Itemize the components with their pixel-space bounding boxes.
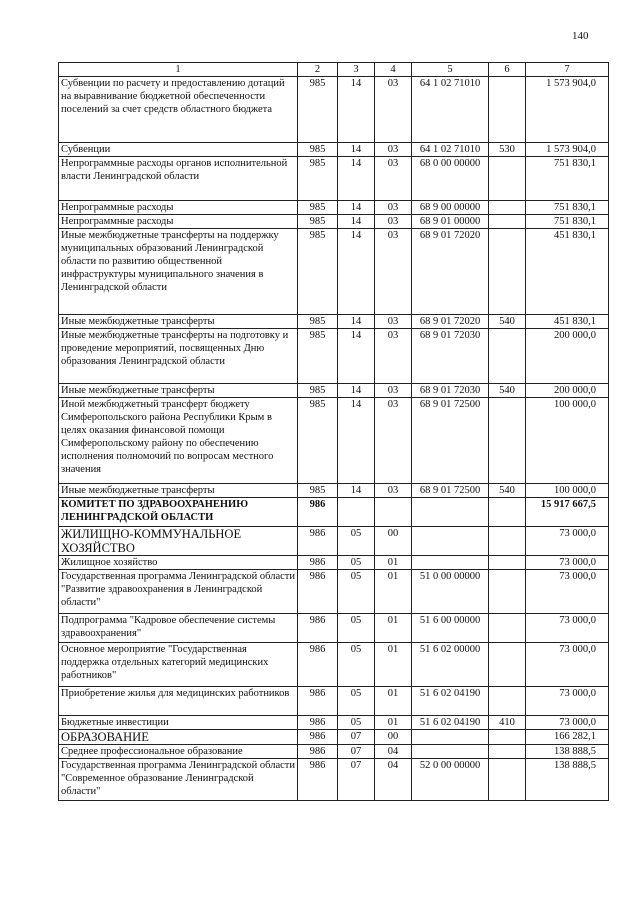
amount-cell: 138 888,5 [526, 745, 609, 759]
target-article-cell: 64 1 02 71010 [412, 143, 489, 157]
section-cell: 14 [338, 484, 375, 498]
ministry-code-cell: 985 [298, 329, 338, 384]
target-article-cell: 68 9 01 72500 [412, 484, 489, 498]
section-cell: 14 [338, 384, 375, 398]
target-article-cell [412, 498, 489, 527]
target-article-cell: 68 9 01 72020 [412, 315, 489, 329]
ministry-code-cell: 986 [298, 759, 338, 801]
amount-cell: 15 917 667,5 [526, 498, 609, 527]
target-article-cell: 68 0 00 00000 [412, 157, 489, 201]
amount-cell: 1 573 904,0 [526, 77, 609, 143]
ministry-code-cell: 986 [298, 498, 338, 527]
expense-type-cell [489, 643, 526, 687]
section-cell: 14 [338, 77, 375, 143]
column-header: 1 [59, 63, 298, 77]
amount-cell: 73 000,0 [526, 570, 609, 614]
table-row [59, 570, 609, 614]
row-name-cell: Иной межбюджетный трансферт бюджету Симферопольского района Республики Крым в целях оказания финансовой помощи Симферопольскому району по обеспечению исполнения полномочий по вопросам местного значения [59, 398, 298, 484]
target-article-cell [412, 730, 489, 745]
target-article-cell: 68 9 01 00000 [412, 215, 489, 229]
section-cell: 07 [338, 745, 375, 759]
target-article-cell: 51 6 02 04190 [412, 687, 489, 716]
amount-cell: 451 830,1 [526, 315, 609, 329]
subsection-cell: 03 [375, 157, 412, 201]
subsection-cell: 00 [375, 730, 412, 745]
target-article-cell: 68 9 01 72030 [412, 329, 489, 384]
table-row [59, 745, 609, 759]
target-article-cell: 68 9 01 72020 [412, 229, 489, 315]
column-header: 2 [298, 63, 338, 77]
table-row [59, 498, 609, 527]
amount-cell: 751 830,1 [526, 201, 609, 215]
header-row [59, 63, 609, 77]
subsection-cell: 03 [375, 484, 412, 498]
subsection-cell: 03 [375, 201, 412, 215]
row-name-cell: ЖИЛИЩНО-КОММУНАЛЬНОЕ ХОЗЯЙСТВО [59, 527, 298, 556]
target-article-cell: 64 1 02 71010 [412, 77, 489, 143]
expense-type-cell: 540 [489, 384, 526, 398]
ministry-code-cell: 986 [298, 687, 338, 716]
ministry-code-cell: 985 [298, 398, 338, 484]
table-row [59, 643, 609, 687]
expense-type-cell [489, 329, 526, 384]
table-row [59, 484, 609, 498]
row-name-cell: Иные межбюджетные трансферты на подготовку и проведение мероприятий, посвященных Дню образования Ленинградской области [59, 329, 298, 384]
table-row [59, 614, 609, 643]
table-row [59, 157, 609, 201]
expense-type-cell [489, 215, 526, 229]
row-name-cell: Подпрограмма "Кадровое обеспечение системы здравоохранения" [59, 614, 298, 643]
expense-type-cell [489, 556, 526, 570]
section-cell: 14 [338, 201, 375, 215]
table-row [59, 201, 609, 215]
amount-cell: 73 000,0 [526, 556, 609, 570]
section-cell: 07 [338, 759, 375, 801]
expense-type-cell [489, 398, 526, 484]
row-name-cell: КОМИТЕТ ПО ЗДРАВООХРАНЕНИЮ ЛЕНИНГРАДСКОЙ ОБЛАСТИ [59, 498, 298, 527]
target-article-cell: 68 9 01 72500 [412, 398, 489, 484]
subsection-cell: 03 [375, 143, 412, 157]
page-number: 140 [572, 30, 589, 42]
column-header: 6 [489, 63, 526, 77]
row-name-cell: Субвенции [59, 143, 298, 157]
target-article-cell: 51 6 02 00000 [412, 643, 489, 687]
expense-type-cell [489, 730, 526, 745]
expense-type-cell: 540 [489, 315, 526, 329]
section-cell: 05 [338, 570, 375, 614]
subsection-cell: 01 [375, 716, 412, 730]
column-header: 7 [526, 63, 609, 77]
expense-type-cell [489, 157, 526, 201]
row-name-cell: Жилищное хозяйство [59, 556, 298, 570]
target-article-cell: 51 6 00 00000 [412, 614, 489, 643]
budget-table [58, 62, 609, 801]
table-row [59, 229, 609, 315]
expense-type-cell [489, 745, 526, 759]
ministry-code-cell: 986 [298, 614, 338, 643]
table-row [59, 215, 609, 229]
ministry-code-cell: 986 [298, 643, 338, 687]
subsection-cell: 04 [375, 759, 412, 801]
subsection-cell: 03 [375, 215, 412, 229]
column-header: 5 [412, 63, 489, 77]
expense-type-cell: 410 [489, 716, 526, 730]
target-article-cell: 68 9 01 72030 [412, 384, 489, 398]
amount-cell: 73 000,0 [526, 614, 609, 643]
table-row [59, 716, 609, 730]
row-name-cell: Основное мероприятие "Государственная поддержка отдельных категорий медицинских работников" [59, 643, 298, 687]
ministry-code-cell: 986 [298, 527, 338, 556]
subsection-cell: 03 [375, 398, 412, 484]
subsection-cell: 04 [375, 745, 412, 759]
amount-cell: 100 000,0 [526, 398, 609, 484]
ministry-code-cell: 985 [298, 157, 338, 201]
expense-type-cell [489, 687, 526, 716]
amount-cell: 451 830,1 [526, 229, 609, 315]
expense-type-cell: 530 [489, 143, 526, 157]
ministry-code-cell: 986 [298, 716, 338, 730]
row-name-cell: Иные межбюджетные трансферты на поддержку муниципальных образований Ленинградской области по развитию общественной инфраструктуры муниципального значения в Ленинградской области [59, 229, 298, 315]
amount-cell: 751 830,1 [526, 215, 609, 229]
table-row [59, 398, 609, 484]
subsection-cell: 00 [375, 527, 412, 556]
table-row [59, 329, 609, 384]
column-header: 4 [375, 63, 412, 77]
ministry-code-cell: 985 [298, 77, 338, 143]
table-row [59, 759, 609, 801]
section-cell: 14 [338, 229, 375, 315]
ministry-code-cell: 985 [298, 143, 338, 157]
amount-cell: 73 000,0 [526, 643, 609, 687]
amount-cell: 100 000,0 [526, 484, 609, 498]
row-name-cell: Государственная программа Ленинградской области "Развитие здравоохранения в Ленинградской области" [59, 570, 298, 614]
target-article-cell: 51 0 00 00000 [412, 570, 489, 614]
section-cell: 05 [338, 556, 375, 570]
table-row [59, 143, 609, 157]
section-cell: 14 [338, 215, 375, 229]
target-article-cell: 68 9 00 00000 [412, 201, 489, 215]
target-article-cell [412, 527, 489, 556]
row-name-cell: Непрограммные расходы [59, 215, 298, 229]
ministry-code-cell: 986 [298, 570, 338, 614]
section-cell: 14 [338, 157, 375, 201]
table-row [59, 687, 609, 716]
row-name-cell: Иные межбюджетные трансферты [59, 384, 298, 398]
section-cell: 05 [338, 527, 375, 556]
expense-type-cell [489, 201, 526, 215]
subsection-cell [375, 498, 412, 527]
amount-cell: 751 830,1 [526, 157, 609, 201]
expense-type-cell [489, 759, 526, 801]
table-row [59, 77, 609, 143]
subsection-cell: 01 [375, 687, 412, 716]
expense-type-cell: 540 [489, 484, 526, 498]
section-cell: 14 [338, 398, 375, 484]
subsection-cell: 03 [375, 384, 412, 398]
amount-cell: 200 000,0 [526, 384, 609, 398]
subsection-cell: 03 [375, 315, 412, 329]
subsection-cell: 01 [375, 614, 412, 643]
column-header: 3 [338, 63, 375, 77]
target-article-cell: 52 0 00 00000 [412, 759, 489, 801]
amount-cell: 166 282,1 [526, 730, 609, 745]
expense-type-cell [489, 77, 526, 143]
table-row [59, 384, 609, 398]
table-row [59, 527, 609, 556]
subsection-cell: 01 [375, 570, 412, 614]
section-cell: 05 [338, 614, 375, 643]
amount-cell: 73 000,0 [526, 716, 609, 730]
row-name-cell: Непрограммные расходы [59, 201, 298, 215]
row-name-cell: Среднее профессиональное образование [59, 745, 298, 759]
target-article-cell [412, 556, 489, 570]
target-article-cell: 51 6 02 04190 [412, 716, 489, 730]
expense-type-cell [489, 229, 526, 315]
subsection-cell: 01 [375, 556, 412, 570]
section-cell: 05 [338, 716, 375, 730]
ministry-code-cell: 985 [298, 215, 338, 229]
ministry-code-cell: 986 [298, 556, 338, 570]
row-name-cell: Бюджетные инвестиции [59, 716, 298, 730]
amount-cell: 73 000,0 [526, 527, 609, 556]
ministry-code-cell: 986 [298, 730, 338, 745]
table-row [59, 556, 609, 570]
ministry-code-cell: 985 [298, 315, 338, 329]
target-article-cell [412, 745, 489, 759]
subsection-cell: 03 [375, 229, 412, 315]
section-cell: 05 [338, 643, 375, 687]
section-cell: 14 [338, 315, 375, 329]
section-cell: 14 [338, 143, 375, 157]
ministry-code-cell: 985 [298, 384, 338, 398]
section-cell: 07 [338, 730, 375, 745]
amount-cell: 73 000,0 [526, 687, 609, 716]
amount-cell: 138 888,5 [526, 759, 609, 801]
section-cell [338, 498, 375, 527]
table-row [59, 730, 609, 745]
row-name-cell: Государственная программа Ленинградской области "Современное образование Ленинградской области" [59, 759, 298, 801]
section-cell: 14 [338, 329, 375, 384]
table-row [59, 315, 609, 329]
ministry-code-cell: 985 [298, 229, 338, 315]
amount-cell: 200 000,0 [526, 329, 609, 384]
expense-type-cell [489, 527, 526, 556]
ministry-code-cell: 986 [298, 745, 338, 759]
row-name-cell: Приобретение жилья для медицинских работников [59, 687, 298, 716]
subsection-cell: 01 [375, 643, 412, 687]
expense-type-cell [489, 614, 526, 643]
row-name-cell: ОБРАЗОВАНИЕ [59, 730, 298, 745]
row-name-cell: Иные межбюджетные трансферты [59, 484, 298, 498]
expense-type-cell [489, 570, 526, 614]
amount-cell: 1 573 904,0 [526, 143, 609, 157]
ministry-code-cell: 985 [298, 201, 338, 215]
subsection-cell: 03 [375, 329, 412, 384]
ministry-code-cell: 985 [298, 484, 338, 498]
row-name-cell: Субвенции по расчету и предоставлению дотаций на выравнивание бюджетной обеспеченности поселений за счет средств областного бюджета [59, 77, 298, 143]
section-cell: 05 [338, 687, 375, 716]
row-name-cell: Непрограммные расходы органов исполнительной власти Ленинградской области [59, 157, 298, 201]
expense-type-cell [489, 498, 526, 527]
row-name-cell: Иные межбюджетные трансферты [59, 315, 298, 329]
subsection-cell: 03 [375, 77, 412, 143]
